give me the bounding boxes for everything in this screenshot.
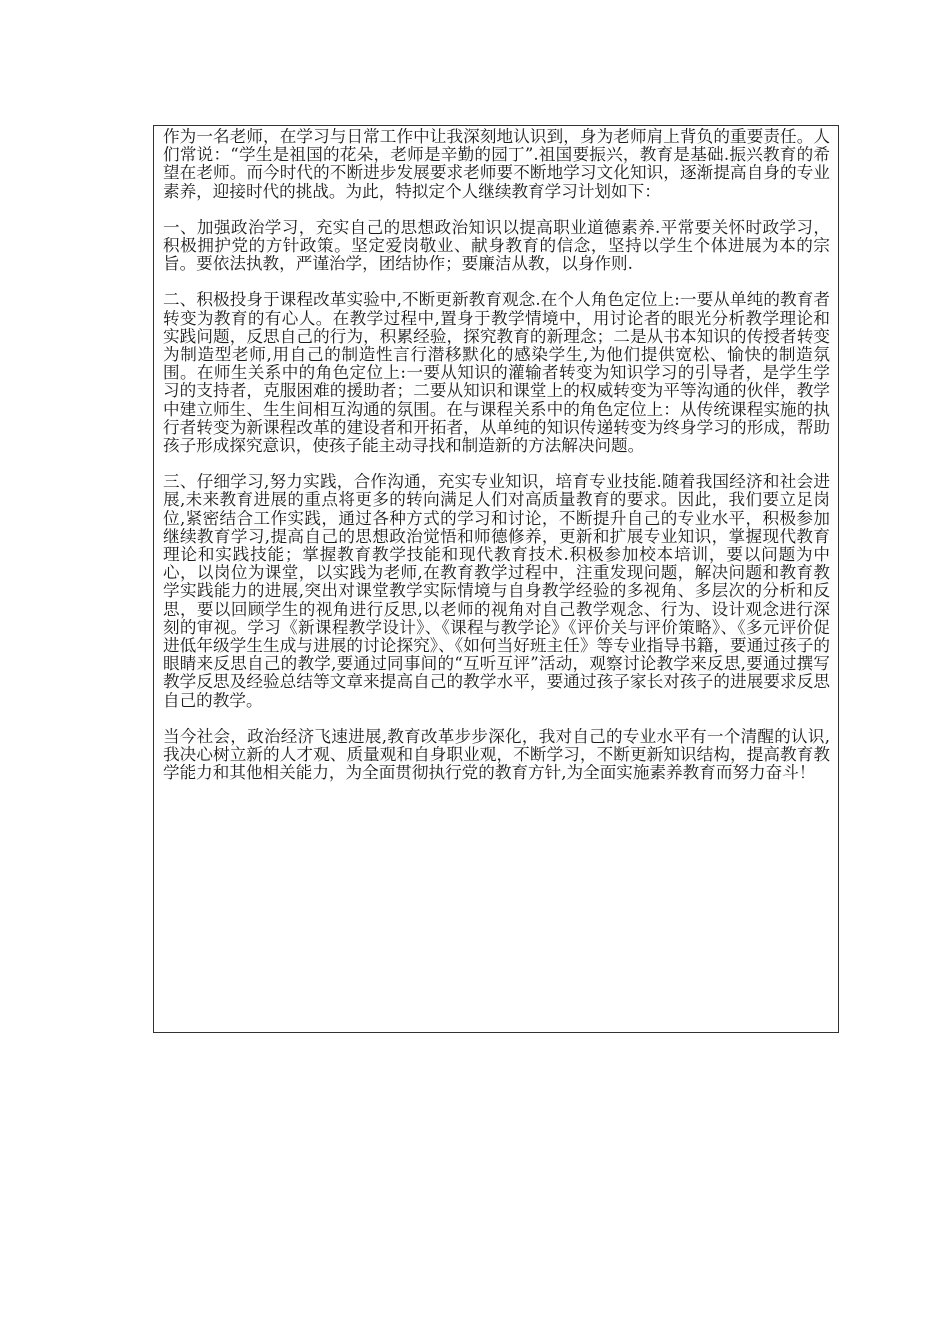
paragraph-intro: 作为一名老师，在学习与日常工作中让我深刻地认识到，身为老师肩上背负的重要责任。人们常说：“学生是祖国的花朵，老师是辛勤的园丁”.祖国要振兴，教育是基础.振兴教育的希望在老师。而今时代的不断进步发展要求老师要不断地学习文化知识，逐渐提高自身的专业素养，迎接时代的挑战。为此，特拟定个人继续教育学习计划如下： (163, 127, 830, 201)
text-box (153, 125, 839, 1033)
paragraph-section-1: 一、加强政治学习，充实自己的思想政治知识以提高职业道德素养.平常要关怀时政学习，积极拥护党的方针政策。坚定爱岗敬业、献身教育的信念，坚持以学生个体进展为本的宗旨。要依法执教，严谨治学，团结协作；要廉洁从教，以身作则. (163, 217, 830, 274)
paragraph-section-3: 三、仔细学习,努力实践，合作沟通，充实专业知识，培育专业技能.随着我国经济和社会进展,未来教育进展的重点将更多的转向满足人们对高质量教育的要求。因此，我们要立足岗位,紧密结合工作实践，通过各种方式的学习和讨论，不断提升自己的专业水平，积极参加继续教育学习,提高自己的思想政治觉悟和师德修养，更新和扩展专业知识，掌握现代教育理论和实践技能；掌握教育教学技能和现代教育技术.积极参加校本培训，要以问题为中心，以岗位为课堂，以实践为老师,在教育教学过程中，注重发现问题，解决问题和教育教学实践能力的进展,突出对课堂教学实际情境与自身教学经验的多视角、多层次的分析和反思，要以回顾学生的视角进行反思,以老师的视角对自己教学观念、行为、设计观念进行深刻的审视。学习《新课程教学设计》、《课程与教学论》《评价关与评价策略》、《多元评价促进低年级学生生成与进展的讨论探究》、《如何当好班主任》等专业指导书籍，要通过孩子的眼睛来反思自己的教学,要通过同事间的“互听互评”活动，观察讨论教学来反思,要通过撰写教学反思及经验总结等文章来提高自己的教学水平，要通过孩子家长对孩子的进展要求反思自己的教学。 (163, 472, 830, 710)
paragraph-conclusion: 当今社会，政治经济飞速进展,教育改革步步深化，我对自己的专业水平有一个清醒的认识,我决心树立新的人才观、质量观和自身职业观，不断学习，不断更新知识结构，提高教育教学能力和其他相关能力，为全面贯彻执行党的教育方针,为全面实施素养教育而努力奋斗！ (163, 726, 830, 783)
paragraph-section-2: 二、积极投身于课程改革实验中,不断更新教育观念.在个人角色定位上:一要从单纯的教育者转变为教育的有心人。在教学过程中,置身于教学情境中，用讨论者的眼光分析教学理论和实践问题，反思自己的行为，积累经验，探究教育的新理念；二是从书本知识的传授者转变为制造型老师,用自己的制造性言行潜移默化的感染学生,为他们提供宽松、愉快的制造氛围。在师生关系中的角色定位上:一要从知识的灌输者转变为知识学习的引导者，是学生学习的支持者，克服困难的援助者；二要从知识和课堂上的权威转变为平等沟通的伙伴，教学中建立师生、生生间相互沟通的氛围。在与课程关系中的角色定位上：从传统课程实施的执行者转变为新课程改革的建设者和开拓者，从单纯的知识传递转变为终身学习的形成，帮助孩子形成探究意识，使孩子能主动寻找和制造新的方法解决问题。 (163, 290, 830, 456)
